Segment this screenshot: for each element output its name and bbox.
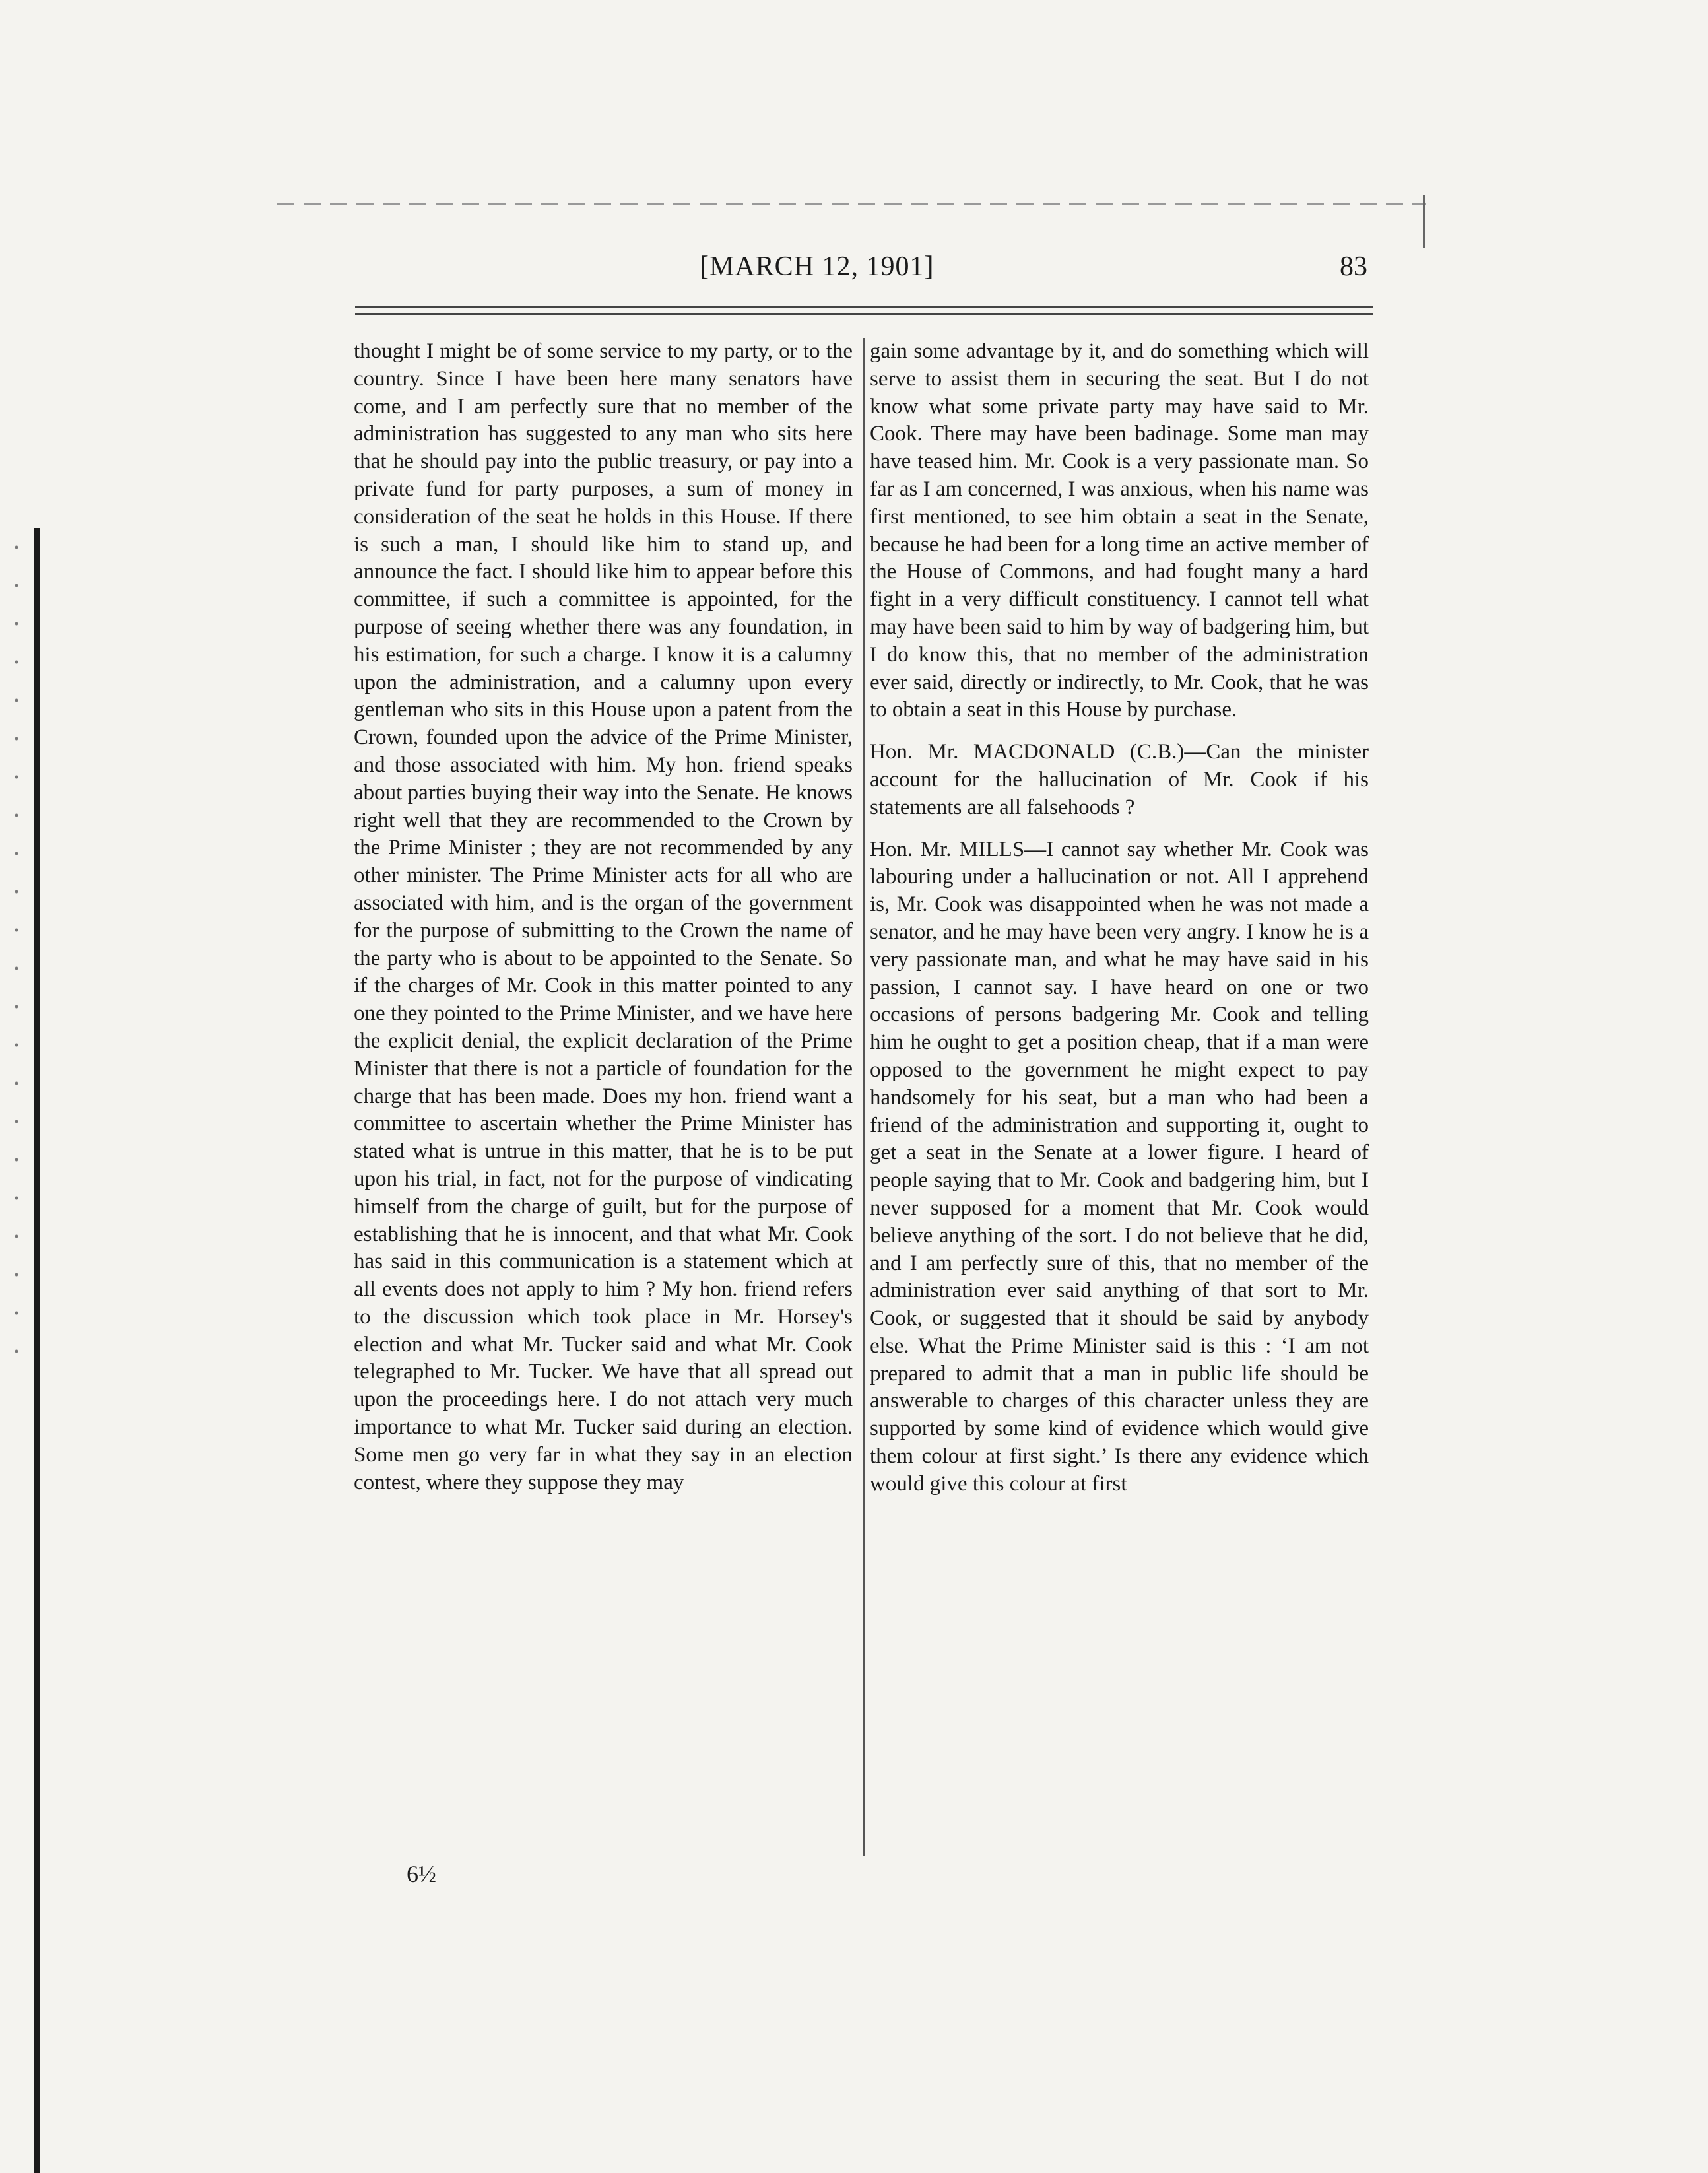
column-divider: [863, 338, 865, 1856]
page-number: 83: [1340, 251, 1367, 282]
left-column: [354, 338, 853, 1496]
right-paragraph-1: gain some advantage by it, and do something which will serve to assist them in securing the seat. But I do not know what some private party may have said to Mr. Cook. There may have been badinage. Some man may have teased him. Mr. Cook is a very passionate man. So far as I am concerned, I was anxious, when his name was first mentioned, to see him obtain a seat in the Senate, because he had been for a long time an active member of the House of Commons, and had fought many a hard fight in a very difficult constituency. I cannot tell what may have been said to him by way of badgering him, but I do know this, that no member of the administration ever said, directly or indirectly, to Mr. Cook, that he was to obtain a seat in this House by purchase.: [870, 339, 1369, 722]
header-date: [MARCH 12, 1901]: [700, 251, 935, 282]
right-paragraph-macdonald: Hon. Mr. MACDONALD (C.B.)—Can the minister account for the hallucination of Mr. Cook if his statements are all falsehoods ?: [870, 740, 1369, 819]
top-dashed-rule: [277, 203, 1426, 205]
signature-mark: 6½: [407, 1861, 436, 1887]
right-paragraph-mills: Hon. Mr. MILLS—I cannot say whether Mr. Cook was labouring under a hallucination or not. All I apprehend is, Mr. Cook was disappointed when he was not made a senator, and he may have been very angry. I know he is a very passionate man, and what he may have said in his passion, I cannot say. I have heard on one or two occasions of persons badgering Mr. Cook and telling him he ought to get a position cheap, that if a man were opposed to the government he might expect to pay handsomely for his seat, but a man who had been a friend of the administration and supporting it, ought to get a seat in the Senate at a lower figure. I heard of people saying that to Mr. Cook and badgering him, but I never supposed for a moment that Mr. Cook would believe anything of the sort. I do not believe that he did, and I am perfectly sure of this, that no member of the administration ever said anything of that sort to Mr. Cook, or suggested that it should be said by anybody else. What the Prime Minister said is this : ‘I am not prepared to admit that a man in public life should be answerable to charges of this character unless they are supported by some kind of evidence which would give them colour at first sight.’ Is there any evidence which would give this colour at first: [870, 837, 1369, 1496]
scan-edge-bar: [34, 528, 40, 2173]
scan-edge-dots: [15, 528, 18, 1353]
header-rule-bottom: [355, 313, 1373, 315]
left-paragraph: thought I might be of some service to my party, or to the country. Since I have been here many senators have come, and I am perfectly sure that no member of the administration has suggested to any man who sits here that he should pay into the public treasury, or pay into a private fund for party purposes, a sum of money in consideration of the seat he holds in this House. If there is such a man, I should like him to stand up, and announce the fact. I should like him to appear before this committee, if such a committee is appointed, for the purpose of seeing whether there was any foundation, in his estimation, for such a charge. I know it is a calumny upon the administration, and a calumny upon every gentleman who sits in this House upon a patent from the Crown, founded upon the advice of the Prime Minister, and those associated with him. My hon. friend speaks about parties buying their way into the Senate. He knows right well that they are recommended to the Crown by the Prime Minister ; they are not recommended by any other minister. The Prime Minister acts for all who are associated with him, and is the organ of the government for the purpose of submitting to the Crown the name of the party who is about to be appointed to the Senate. So if the charges of Mr. Cook in this matter pointed to any one they pointed to the Prime Minister, and we have here the explicit denial, the explicit declaration of the Prime Minister that there is not a particle of foundation for the charge that has been made. Does my hon. friend want a committee to ascertain whether the Prime Minister has stated what is untrue in this matter, that he is to be put upon his trial, in fact, not for the purpose of vindicating himself from the charge of guilt, but for the purpose of establishing that he is innocent, and that what Mr. Cook has said in this communication is a statement which at all events does not apply to him ? My hon. friend refers to the discussion which took place in Mr. Horsey's election and what Mr. Tucker said and what Mr. Cook telegraphed to Mr. Tucker. We have that all spread out upon the proceedings here. I do not attach very much importance to what Mr. Tucker said during an election. Some men go very far in what they say in an election contest, where they suppose they may: [354, 339, 853, 1494]
right-column: [870, 338, 1369, 1498]
top-right-tick: [1423, 195, 1425, 248]
header-rule-top: [355, 306, 1373, 308]
